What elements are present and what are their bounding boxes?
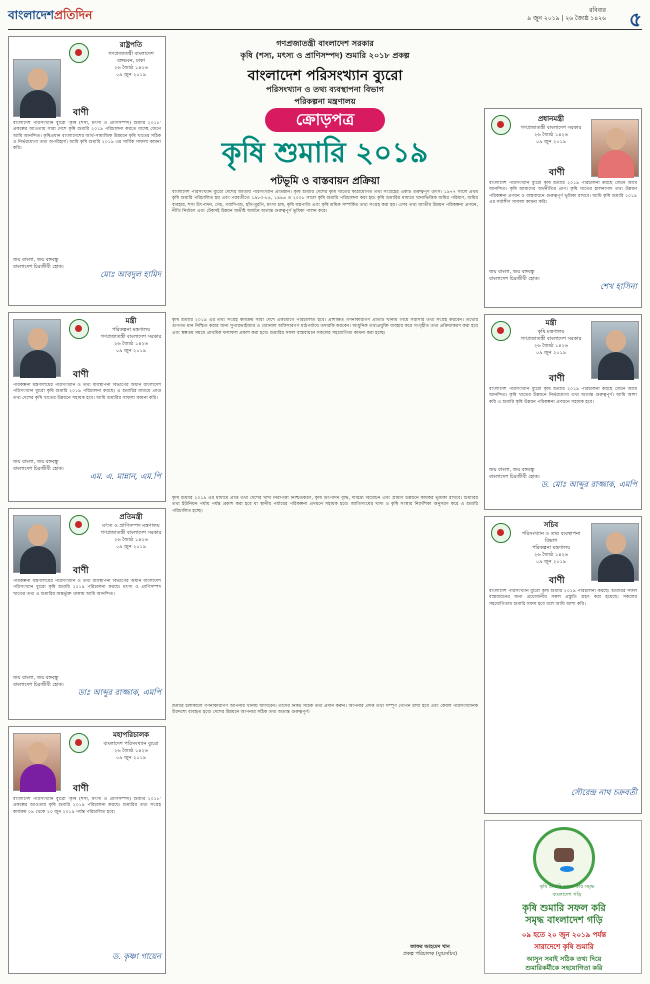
census-logo-icon: কৃষি শুমারি সফল করি সমৃদ্ধ বাংলাদেশ গড়ি xyxy=(533,827,595,889)
government-line: গণপ্রজাতন্ত্রী বাংলাদেশ সরকার xyxy=(276,39,374,48)
bureau-name: বাংলাদেশ পরিসংখ্যান ব্যুরো xyxy=(247,68,403,84)
government-emblem-icon xyxy=(491,321,511,341)
portrait-photo xyxy=(13,733,61,791)
government-emblem-icon xyxy=(69,515,89,535)
government-emblem-icon xyxy=(69,319,89,339)
message-box-state-minister: প্রতিমন্ত্রী মৎস্য ও প্রাণিসম্পদ মন্ত্রণালয় গণপ্রজাতন্ত্রী বাংলাদেশ সরকার ২৬ জ্যৈষ্ঠ ১৪২৬ ০৯ জুন ২০১৯ বাণী পরিকল্পনা মন্ত্রণালয়ের পরিসংখ্যান ও তথ্য ব্যবস্থাপনা বিভাগের অধীন বাংলাদেশ পরিসংখ্যান ব্যুরো কৃষি শুমারি ২০১৯ পরিচালনা করছে। মৎস্য ও প্রাণিসম্পদ খাতের তথ্য এ শুমারির অন্তর্ভুক্ত থাকায় আমি আনন্দিত। জয় বাংলা, জয় বঙ্গবন্ধু বাংলাদেশ চিরজীবী হোক। ডাঃ আব্দুর রাজ্জাক, এমপি xyxy=(8,508,166,720)
paper-name: বাংলাদেশপ্রতিদিন xyxy=(8,8,93,22)
message-box-prime-minister: প্রধানমন্ত্রী গণপ্রজাতন্ত্রী বাংলাদেশ সরকার ২৬ জ্যৈষ্ঠ ১৪২৬ ০৯ জুন ২০১৯ বাণী বাংলাদেশ পরিসংখ্যান ব্যুরো কৃষি শুমারি ২০১৯ পরিচালনা করছে জেনে আমি আনন্দিত। কৃষি আমাদের অর্থনীতির প্রাণ। কৃষি খাতের হালনাগাদ তথ্য উন্নয়ন পরিকল্পনা প্রণয়ন ও বাস্তবায়নে গুরুত্বপূর্ণ ভূমিকা রাখবে। আমি কৃষি শুমারি ২০১৯ এর সর্বাঙ্গীণ সাফল্য কামনা করি। জয় বাংলা, জয় বঙ্গবন্ধু বাংলাদেশ চিরজীবী হোক। শেখ হাসিনা xyxy=(484,108,642,308)
article-paragraph: কৃষি শুমারি ২০১৯ এর মাধ্যমে প্রাপ্ত তথ্য দেশের খাদ্য নিরাপত্তা নিশ্চিতকরণ, কৃষি উৎপাদন বৃদ্ধি, দারিদ্র্য বিমোচন এবং গ্রামীণ উন্নয়নে কার্যকর ভূমিকা রাখবে। শুমারির তথ্য ইউনিয়ন পর্যায় পর্যন্ত প্রকাশ করা হবে যা স্থানীয় পর্যায়ের পরিকল্পনা প্রণয়নে সহায়ক হবে। জাতিসংঘের খাদ্য ও কৃষি সংস্থার নির্দেশিকা অনুসরণ করে এ শুমারি পরিচালিত হচ্ছে। xyxy=(172,496,478,514)
supplement-banner: ক্রোড়পত্র xyxy=(265,108,385,132)
government-emblem-icon xyxy=(491,115,511,135)
masthead xyxy=(8,4,642,30)
message-box-director-general: মহাপরিচালক বাংলাদেশ পরিসংখ্যান ব্যুরো ২৬ জ্যৈষ্ঠ ১৪২৬ ০৯ জুন ২০১৯ বাণী বাংলাদেশ পরিসংখ্যান ব্যুরো 'কৃষি (শস্য, মৎস্য ও প্রাণিসম্পদ) শুমারি ২০১৮' প্রকল্পের আওতায় কৃষি শুমারি ২০১৯ পরিচালনা করছে। শুমারির তথ্য সংগ্রহ কার্যক্রম ০৯ থেকে ২০ জুন ২০১৯ পর্যন্ত পরিচালিত হবে। ড. কৃষ্ণা গায়েন xyxy=(8,726,166,974)
slogan-line: সারাদেশে কৃষি শুমারি xyxy=(534,943,594,951)
fish-icon xyxy=(560,866,574,872)
portrait-photo xyxy=(13,59,61,117)
message-heading: বাণী xyxy=(73,108,89,118)
slogan-line: কৃষি শুমারি সফল করি xyxy=(522,903,606,914)
census-slogan-box xyxy=(484,820,642,974)
portrait-photo xyxy=(13,319,61,377)
supplement-title: কৃষি শুমারি ২০১৯ xyxy=(221,136,429,169)
division-line: পরিসংখ্যান ও তথ্য ব্যবস্থাপনা বিভাগ xyxy=(266,85,384,94)
portrait-photo xyxy=(591,119,639,177)
cow-icon xyxy=(554,848,574,862)
government-emblem-icon xyxy=(69,43,89,63)
role-title: রাষ্ট্রপতি xyxy=(119,41,143,49)
project-line: কৃষি (শস্য, মৎস্য ও প্রাণিসম্পদ) শুমারি ২০১৮ প্রকল্প xyxy=(240,51,410,60)
message-box-agriculture-minister: মন্ত্রী কৃষি মন্ত্রণালয় গণপ্রজাতন্ত্রী বাংলাদেশ সরকার ২৬ জ্যৈষ্ঠ ১৪২৬ ০৯ জুন ২০১৯ বাণী বাংলাদেশ পরিসংখ্যান ব্যুরো কৃষি শুমারি ২০১৯ পরিচালনা করছে জেনে আমি আনন্দিত। কৃষি খাতের উন্নয়নে নির্ভরযোগ্য তথ্য অত্যন্ত গুরুত্বপূর্ণ। আমি আশা করি এ শুমারি কৃষি উন্নয়ন পরিকল্পনা প্রণয়নে সহায়ক হবে। জয় বাংলা, জয় বঙ্গবন্ধু বাংলাদেশ চিরজীবী হোক। ড. মোঃ আব্দুর রাজ্জাক, এমপি xyxy=(484,314,642,510)
supplement-subtitle: পটভূমি ও বাস্তবায়ন প্রক্রিয়া xyxy=(270,176,380,187)
signature-block: জয় বাংলা, জয় বঙ্গবন্ধু বাংলাদেশ চিরজীবী হোক। মোঃ আবদুল হামিদ xyxy=(13,257,161,279)
ministry-line: পরিকল্পনা মন্ত্রণালয় xyxy=(294,97,356,106)
message-box-planning-minister: মন্ত্রী পরিকল্পনা মন্ত্রণালয় গণপ্রজাতন্ত্রী বাংলাদেশ সরকার ২৬ জ্যৈষ্ঠ ১৪২৬ ০৯ জুন ২০১৯ বাণী পরিকল্পনা মন্ত্রণালয়ের পরিসংখ্যান ও তথ্য ব্যবস্থাপনা বিভাগের অধীন বাংলাদেশ পরিসংখ্যান ব্যুরো কৃষি শুমারি ২০১৯ পরিচালনা করছে। এ শুমারির মাধ্যমে প্রাপ্ত তথ্য দেশের কৃষি খাতের উন্নয়নে সহায়ক হবে। আমি শুমারির সাফল্য কামনা করি। জয় বাংলা, জয় বঙ্গবন্ধু বাংলাদেশ চিরজীবী হোক। এম. এ. মান্নান, এম.পি xyxy=(8,312,166,502)
message-body: বাংলাদেশ পরিসংখ্যান ব্যুরো 'কৃষি (শস্য, মৎস্য ও প্রাণিসম্পদ) শুমারি ২০১৮' প্রকল্পের আওতায় সারা দেশে কৃষি শুমারি ২০১৯ পরিচালনা করতে যাচ্ছে জেনে আমি আনন্দিত। কৃষিপ্রধান বাংলাদেশের আর্থ-সামাজিক উন্নয়নে কৃষি খাতের সঠিক ও নির্ভরযোগ্য তথ্য অপরিহার্য। আমি কৃষি শুমারি ২০১৯ এর সার্বিক সাফল্য কামনা করি। xyxy=(13,121,161,152)
slogan-line: শুমারিকর্মীকে সহযোগিতা করি xyxy=(525,964,603,972)
census-dates: ০৯ হতে ২০ জুন ২০১৯ পর্যন্ত xyxy=(521,931,607,939)
portrait-photo xyxy=(591,321,639,379)
project-director-signature: জাফর আহমেদ খান প্রকল্প পরিচালক (যুগ্মসচিব) xyxy=(402,944,458,957)
government-emblem-icon xyxy=(491,523,511,543)
dateline: রবিবার ৯ জুন ২০১৯ | ২৬ জ্যৈষ্ঠ ১৪২৬ xyxy=(527,7,606,22)
message-box-president: রাষ্ট্রপতি গণপ্রজাতন্ত্রী বাংলাদেশ বঙ্গভবন, ঢাকা ২৬ জ্যৈষ্ঠ ১৪২৬ ০৯ জুন ২০১৯ বাণী বাংলাদেশ পরিসংখ্যান ব্যুরো 'কৃষি (শস্য, মৎস্য ও প্রাণিসম্পদ) শুমারি ২০১৮' প্রকল্পের আওতায় সারা দেশে কৃষি শুমারি ২০১৯ পরিচালনা করতে যাচ্ছে জেনে আমি আনন্দিত। কৃষিপ্রধান বাংলাদেশের আর্থ-সামাজিক উন্নয়নে কৃষি খাতের সঠিক ও নির্ভরযোগ্য তথ্য অপরিহার্য। আমি কৃষি শুমারি ২০১৯ এর সার্বিক সাফল্য কামনা করি। জয় বাংলা, জয় বঙ্গবন্ধু বাংলাদেশ চিরজীবী হোক। মোঃ আবদুল হামিদ xyxy=(8,36,166,306)
portrait-photo xyxy=(591,523,639,581)
message-box-secretary: সচিব পরিসংখ্যান ও তথ্য ব্যবস্থাপনা বিভাগ পরিকল্পনা মন্ত্রণালয় ২৬ জ্যৈষ্ঠ ১৪২৬ ০৯ জুন ২০১৯ বাণী বাংলাদেশ পরিসংখ্যান ব্যুরো কৃষি শুমারি ২০১৯ পরিচালনা করছে। শুমারির সফল বাস্তবায়নের জন্য প্রয়োজনীয় সকল প্রস্তুতি গ্রহণ করা হয়েছে। সকলের সহযোগিতায় শুমারি সফল হবে বলে আমি আশা করি। সৌরেন্দ্র নাথ চক্রবর্তী xyxy=(484,516,642,814)
article-paragraph: কৃষি শুমারি ২০১৯ এর তথ্য সংগ্রহ কার্যক্রম সারা দেশে একযোগে পরিচালিত হবে। প্রশিক্ষিত গণনাকারীগণ প্রতিটি খানায় গিয়ে সরাসরি তথ্য সংগ্রহ করবেন। তথ্যের গুণগত মান নিশ্চিত করার জন্য সুপারভাইজার ও জোনাল অফিসারগণ মাঠপর্যায়ে তদারকি করবেন। আধুনিক তথ্যপ্রযুক্তি ব্যবহার করে সংগৃহীত তথ্য প্রক্রিয়াকরণ করা হবে এবং স্বল্পতম সময়ে প্রাথমিক ফলাফল প্রকাশ করা হবে। শুমারির সফল বাস্তবায়নে সকলের সহযোগিতা কামনা করা হচ্ছে। xyxy=(172,318,478,336)
portrait-photo xyxy=(13,515,61,573)
article-paragraph: বাংলাদেশ পরিসংখ্যান ব্যুরো দেশের জাতীয় পরিসংখ্যান প্রতিষ্ঠান। কৃষি শুমারি দেশের কৃষি খাতের কাঠামোগত তথ্য সংগ্রহের একটি গুরুত্বপূর্ণ উৎস। ১৯৭৭ সালে প্রথম কৃষি শুমারি পরিচালিত হয় এবং পরবর্তীতে ১৯৮৩-৮৪, ১৯৯৬ ও ২০০৮ সালে কৃষি শুমারি পরিচালনা করা হয়। কৃষি শুমারির মাধ্যমে খানাভিত্তিক জমির পরিমাণ, জমির ব্যবহার, শস্য উৎপাদন, সেচ, গবাদিপশু, হাঁস-মুরগি, মৎস্য চাষ, কৃষি যন্ত্রপাতি এবং কৃষি শ্রমিক সম্পর্কিত তথ্য সংগ্রহ করা হয়। এসব তথ্য জাতীয় উন্নয়ন পরিকল্পনা প্রণয়ন, নীতি নির্ধারণ এবং টেকসই উন্নয়ন অভীষ্ট অর্জনে অত্যন্ত গুরুত্বপূর্ণ ভূমিকা পালন করে। xyxy=(172,190,478,214)
slogan-line: সমৃদ্ধ বাংলাদেশ গড়ি xyxy=(525,915,603,926)
bbs-logo-icon xyxy=(69,733,89,753)
page-number: ৫ xyxy=(629,7,642,31)
slogan-line: আসুন সবাই সঠিক তথ্য দিয়ে xyxy=(526,955,602,963)
article-paragraph: শুমারি চলাকালে গণনাকারীগণ আপনার খানায় আসবেন। তাঁদের নিকট সঠিক তথ্য প্রদান করুন। আপনার প্রদত্ত তথ্য সম্পূর্ণ গোপন রাখা হবে এবং কেবল পরিসংখ্যানিক উদ্দেশ্যে ব্যবহৃত হবে। দেশের উন্নয়নে আপনার সঠিক তথ্য অত্যন্ত গুরুত্বপূর্ণ। xyxy=(172,704,478,716)
